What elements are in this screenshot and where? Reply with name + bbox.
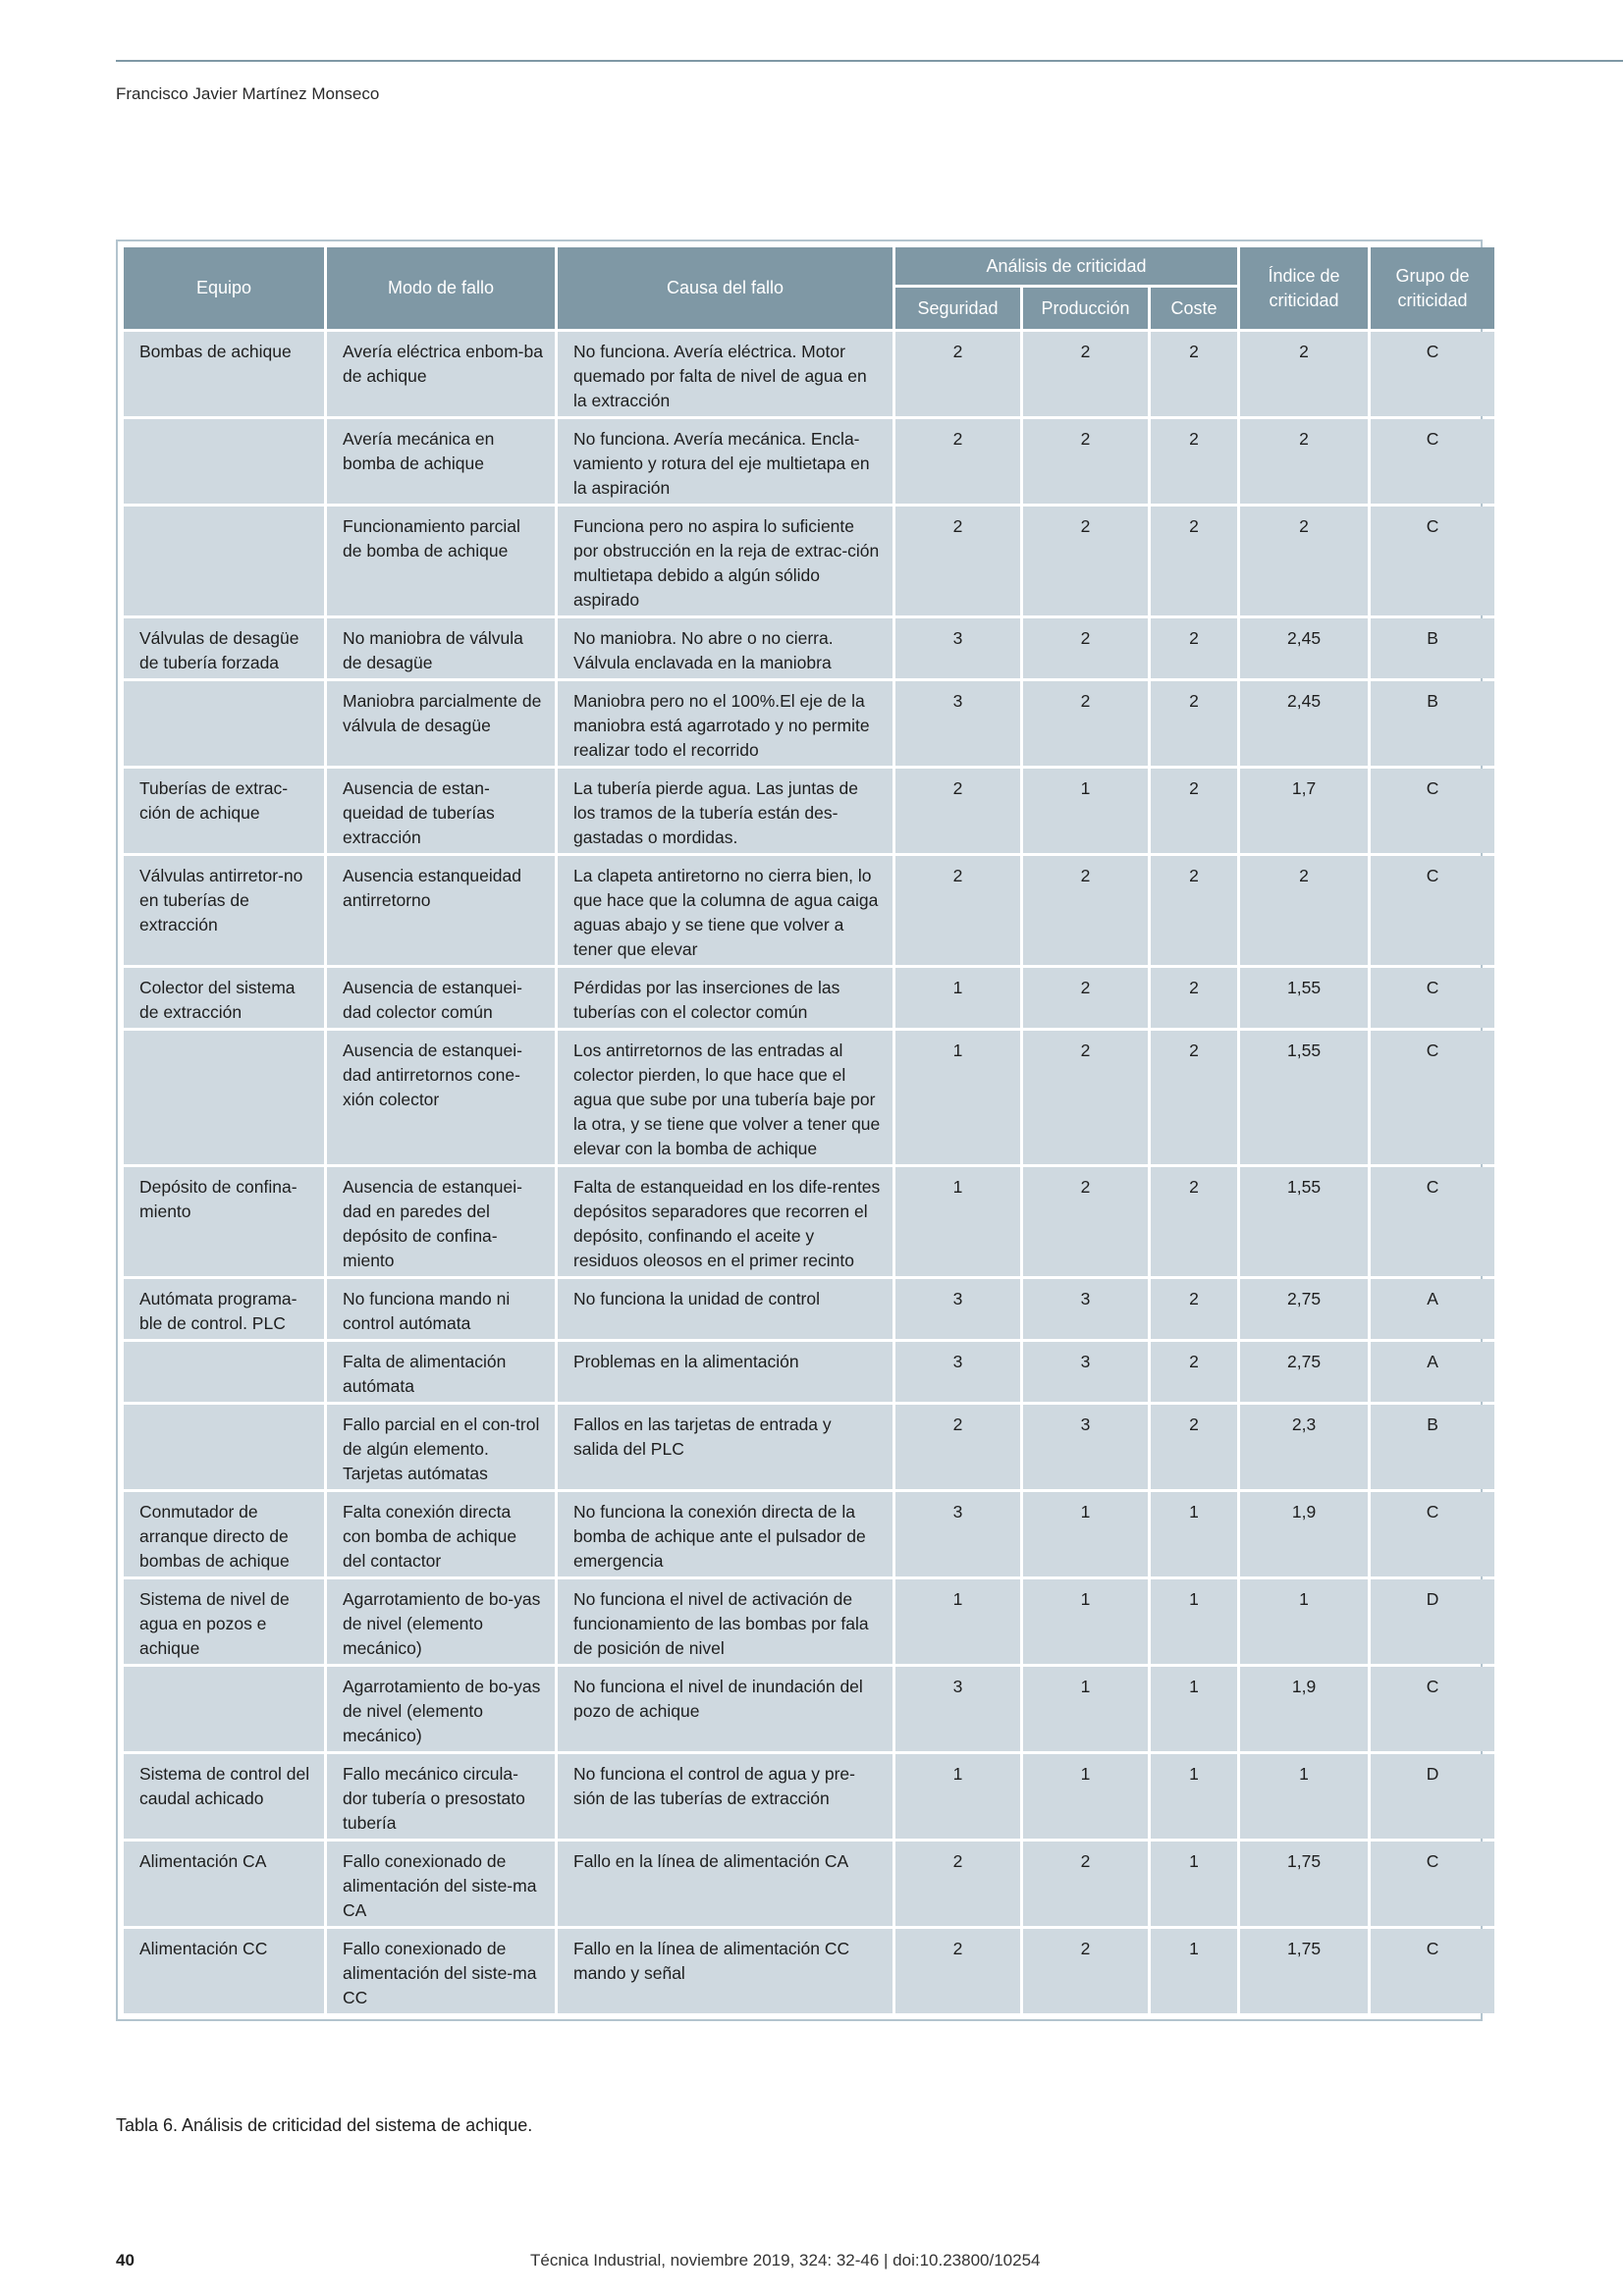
cell-modo-de-fallo: No funciona mando ni control autómata (327, 1279, 555, 1339)
table-row (124, 507, 1494, 615)
cell-indice: 2,75 (1240, 1342, 1368, 1402)
table-caption: Tabla 6. Análisis de criticidad del sistema de achique. (116, 2115, 533, 2135)
cell-coste: 2 (1151, 681, 1237, 766)
cell-indice: 1,55 (1240, 968, 1368, 1028)
cell-equipo: Sistema de control del caudal achicado (124, 1754, 324, 1839)
criticality-table (121, 244, 1497, 2016)
cell-produccion: 2 (1023, 332, 1148, 416)
cell-modo-de-fallo: Agarrotamiento de bo-yas de nivel (elemento mecánico) (327, 1579, 555, 1664)
cell-causa-del-fallo: No funciona la unidad de control (558, 1279, 893, 1339)
cell-grupo: C (1371, 332, 1494, 416)
table-body (124, 332, 1494, 2013)
table-row (124, 968, 1494, 1028)
cell-grupo: C (1371, 968, 1494, 1028)
cell-indice: 1 (1240, 1754, 1368, 1839)
cell-coste: 2 (1151, 1167, 1237, 1276)
cell-seguridad: 3 (895, 1279, 1020, 1339)
cell-causa-del-fallo: La tubería pierde agua. Las juntas de los tramos de la tubería están des-gastadas o mordidas. (558, 769, 893, 853)
cell-grupo: D (1371, 1754, 1494, 1839)
cell-indice: 1 (1240, 1579, 1368, 1664)
cell-grupo: C (1371, 769, 1494, 853)
cell-coste: 1 (1151, 1579, 1237, 1664)
cell-coste: 2 (1151, 618, 1237, 678)
cell-equipo: Bombas de achique (124, 332, 324, 416)
cell-modo-de-fallo: Fallo conexionado de alimentación del siste-ma CC (327, 1929, 555, 2013)
table-row (124, 1667, 1494, 1751)
cell-seguridad: 2 (895, 1929, 1020, 2013)
cell-produccion: 1 (1023, 1579, 1148, 1664)
cell-modo-de-fallo: Funcionamiento parcial de bomba de achique (327, 507, 555, 615)
cell-seguridad: 1 (895, 1579, 1020, 1664)
cell-equipo: Colector del sistema de extracción (124, 968, 324, 1028)
cell-seguridad: 1 (895, 1167, 1020, 1276)
cell-coste: 2 (1151, 968, 1237, 1028)
cell-equipo: Sistema de nivel de agua en pozos e achique (124, 1579, 324, 1664)
cell-modo-de-fallo: No maniobra de válvula de desagüe (327, 618, 555, 678)
cell-modo-de-fallo: Falta conexión directa con bomba de achique del contactor (327, 1492, 555, 1576)
header-grupo-de-criticidad: Grupo de criticidad (1371, 247, 1494, 329)
cell-coste: 1 (1151, 1842, 1237, 1926)
header-analisis-de-criticidad: Análisis de criticidad (895, 247, 1237, 285)
cell-equipo: Válvulas de desagüe de tubería forzada (124, 618, 324, 678)
cell-grupo: A (1371, 1279, 1494, 1339)
cell-grupo: C (1371, 1667, 1494, 1751)
cell-modo-de-fallo: Fallo parcial en el con-trol de algún elemento. Tarjetas autómatas (327, 1405, 555, 1489)
author-name: Francisco Javier Martínez Monseco (116, 84, 380, 103)
cell-produccion: 3 (1023, 1342, 1148, 1402)
cell-indice: 1,55 (1240, 1167, 1368, 1276)
cell-produccion: 2 (1023, 1031, 1148, 1164)
cell-grupo: D (1371, 1579, 1494, 1664)
cell-equipo: Autómata programa-ble de control. PLC (124, 1279, 324, 1339)
cell-produccion: 1 (1023, 1754, 1148, 1839)
table-row (124, 1031, 1494, 1164)
cell-indice: 2 (1240, 507, 1368, 615)
cell-indice: 1,9 (1240, 1667, 1368, 1751)
cell-indice: 1,75 (1240, 1929, 1368, 2013)
cell-equipo: Alimentación CC (124, 1929, 324, 2013)
cell-causa-del-fallo: Falta de estanqueidad en los dife-rentes depósitos separadores que recorren el depósito, confinando el aceite y residuos oleosos en el primer recinto (558, 1167, 893, 1276)
cell-grupo: C (1371, 1167, 1494, 1276)
cell-coste: 2 (1151, 1031, 1237, 1164)
cell-produccion: 2 (1023, 419, 1148, 504)
cell-seguridad: 2 (895, 856, 1020, 965)
header-produccion: Producción (1023, 288, 1148, 329)
cell-modo-de-fallo: Ausencia estanqueidad antirretorno (327, 856, 555, 965)
header-coste: Coste (1151, 288, 1237, 329)
cell-seguridad: 1 (895, 1031, 1020, 1164)
cell-indice: 2,75 (1240, 1279, 1368, 1339)
cell-seguridad: 2 (895, 507, 1020, 615)
header-rule (116, 60, 1623, 62)
cell-seguridad: 2 (895, 419, 1020, 504)
cell-grupo: C (1371, 507, 1494, 615)
cell-modo-de-fallo: Avería mecánica en bomba de achique (327, 419, 555, 504)
cell-produccion: 1 (1023, 769, 1148, 853)
cell-seguridad: 3 (895, 681, 1020, 766)
cell-produccion: 2 (1023, 618, 1148, 678)
header-seguridad: Seguridad (895, 288, 1020, 329)
table-row (124, 1492, 1494, 1576)
cell-causa-del-fallo: No funciona el nivel de inundación del pozo de achique (558, 1667, 893, 1751)
cell-grupo: B (1371, 1405, 1494, 1489)
cell-causa-del-fallo: Fallos en las tarjetas de entrada y salida del PLC (558, 1405, 893, 1489)
cell-seguridad: 3 (895, 1667, 1020, 1751)
cell-coste: 2 (1151, 1279, 1237, 1339)
cell-produccion: 2 (1023, 1929, 1148, 2013)
cell-causa-del-fallo: Problemas en la alimentación (558, 1342, 893, 1402)
cell-indice: 2 (1240, 856, 1368, 965)
cell-seguridad: 2 (895, 769, 1020, 853)
table-row (124, 618, 1494, 678)
cell-grupo: C (1371, 1492, 1494, 1576)
cell-modo-de-fallo: Fallo conexionado de alimentación del siste-ma CA (327, 1842, 555, 1926)
cell-coste: 2 (1151, 419, 1237, 504)
cell-grupo: A (1371, 1342, 1494, 1402)
cell-grupo: C (1371, 1929, 1494, 2013)
cell-modo-de-fallo: Avería eléctrica enbom-ba de achique (327, 332, 555, 416)
cell-coste: 1 (1151, 1492, 1237, 1576)
cell-seguridad: 3 (895, 1492, 1020, 1576)
table-row (124, 1279, 1494, 1339)
cell-indice: 2 (1240, 332, 1368, 416)
cell-modo-de-fallo: Fallo mecánico circula-dor tubería o presostato tubería (327, 1754, 555, 1839)
cell-produccion: 2 (1023, 856, 1148, 965)
cell-indice: 1,7 (1240, 769, 1368, 853)
cell-seguridad: 1 (895, 1754, 1020, 1839)
cell-indice: 2,45 (1240, 618, 1368, 678)
table-row (124, 769, 1494, 853)
cell-causa-del-fallo: No funciona el control de agua y pre-sión de las tuberías de extracción (558, 1754, 893, 1839)
cell-coste: 1 (1151, 1929, 1237, 2013)
cell-grupo: C (1371, 419, 1494, 504)
header-causa-del-fallo: Causa del fallo (558, 247, 893, 329)
cell-causa-del-fallo: No funciona. Avería eléctrica. Motor quemado por falta de nivel de agua en la extracción (558, 332, 893, 416)
cell-produccion: 2 (1023, 681, 1148, 766)
cell-seguridad: 3 (895, 618, 1020, 678)
table-row (124, 1754, 1494, 1839)
cell-causa-del-fallo: No maniobra. No abre o no cierra. Válvula enclavada en la maniobra (558, 618, 893, 678)
criticality-table-frame (116, 240, 1483, 2021)
table-row (124, 681, 1494, 766)
cell-modo-de-fallo: Ausencia de estanquei-dad colector común (327, 968, 555, 1028)
cell-causa-del-fallo: Los antirretornos de las entradas al colector pierden, lo que hace que el agua que sube por una tubería baje por la otra, y se tiene que volver a tener que elevar con la bomba de achique (558, 1031, 893, 1164)
cell-produccion: 2 (1023, 507, 1148, 615)
table-row (124, 332, 1494, 416)
cell-modo-de-fallo: Maniobra parcialmente de válvula de desagüe (327, 681, 555, 766)
cell-indice: 2 (1240, 419, 1368, 504)
cell-coste: 2 (1151, 1342, 1237, 1402)
cell-indice: 1,9 (1240, 1492, 1368, 1576)
cell-coste: 2 (1151, 332, 1237, 416)
table-row (124, 1342, 1494, 1402)
cell-equipo (124, 681, 324, 766)
cell-equipo (124, 1342, 324, 1402)
cell-causa-del-fallo: Pérdidas por las inserciones de las tuberías con el colector común (558, 968, 893, 1028)
cell-produccion: 2 (1023, 968, 1148, 1028)
cell-modo-de-fallo: Falta de alimentación autómata (327, 1342, 555, 1402)
cell-modo-de-fallo: Ausencia de estanquei-dad antirretornos cone-xión colector (327, 1031, 555, 1164)
table-row (124, 1842, 1494, 1926)
cell-equipo (124, 1667, 324, 1751)
cell-modo-de-fallo: Ausencia de estan-queidad de tuberías extracción (327, 769, 555, 853)
table-row (124, 1929, 1494, 2013)
cell-equipo: Válvulas antirretor-no en tuberías de extracción (124, 856, 324, 965)
cell-modo-de-fallo: Ausencia de estanquei-dad en paredes del depósito de confina-miento (327, 1167, 555, 1276)
cell-coste: 2 (1151, 507, 1237, 615)
cell-equipo: Tuberías de extrac-ción de achique (124, 769, 324, 853)
cell-seguridad: 2 (895, 332, 1020, 416)
page-number: 40 (116, 2251, 135, 2269)
cell-equipo (124, 1405, 324, 1489)
header-indice-de-criticidad: Índice de criticidad (1240, 247, 1368, 329)
cell-equipo (124, 507, 324, 615)
cell-produccion: 2 (1023, 1167, 1148, 1276)
cell-produccion: 3 (1023, 1405, 1148, 1489)
cell-seguridad: 2 (895, 1842, 1020, 1926)
cell-causa-del-fallo: Fallo en la línea de alimentación CC mando y señal (558, 1929, 893, 2013)
cell-causa-del-fallo: No funciona el nivel de activación de funcionamiento de las bombas por fala de posición de nivel (558, 1579, 893, 1664)
cell-causa-del-fallo: No funciona la conexión directa de la bomba de achique ante el pulsador de emergencia (558, 1492, 893, 1576)
cell-grupo: B (1371, 618, 1494, 678)
cell-equipo: Depósito de confina-miento (124, 1167, 324, 1276)
header-modo-de-fallo: Modo de fallo (327, 247, 555, 329)
cell-indice: 2,45 (1240, 681, 1368, 766)
cell-coste: 1 (1151, 1754, 1237, 1839)
table-row (124, 856, 1494, 965)
cell-causa-del-fallo: No funciona. Avería mecánica. Encla-vamiento y rotura del eje multietapa en la aspiración (558, 419, 893, 504)
header-equipo: Equipo (124, 247, 324, 329)
cell-causa-del-fallo: La clapeta antiretorno no cierra bien, lo que hace que la columna de agua caiga aguas abajo y se tiene que volver a tener que elevar (558, 856, 893, 965)
cell-coste: 2 (1151, 856, 1237, 965)
table-row (124, 419, 1494, 504)
cell-indice: 1,75 (1240, 1842, 1368, 1926)
cell-causa-del-fallo: Fallo en la línea de alimentación CA (558, 1842, 893, 1926)
cell-produccion: 3 (1023, 1279, 1148, 1339)
cell-equipo (124, 419, 324, 504)
cell-indice: 2,3 (1240, 1405, 1368, 1489)
cell-grupo: C (1371, 856, 1494, 965)
cell-coste: 2 (1151, 1405, 1237, 1489)
cell-grupo: C (1371, 1842, 1494, 1926)
cell-equipo (124, 1031, 324, 1164)
table-row (124, 1167, 1494, 1276)
cell-indice: 1,55 (1240, 1031, 1368, 1164)
cell-produccion: 1 (1023, 1492, 1148, 1576)
cell-causa-del-fallo: Maniobra pero no el 100%.El eje de la maniobra está agarrotado y no permite realizar todo el recorrido (558, 681, 893, 766)
footer-citation: Técnica Industrial, noviembre 2019, 324: 32-46 | doi:10.23800/10254 (530, 2251, 1041, 2269)
cell-modo-de-fallo: Agarrotamiento de bo-yas de nivel (elemento mecánico) (327, 1667, 555, 1751)
cell-produccion: 1 (1023, 1667, 1148, 1751)
cell-coste: 2 (1151, 769, 1237, 853)
table-row (124, 1405, 1494, 1489)
cell-coste: 1 (1151, 1667, 1237, 1751)
cell-grupo: B (1371, 681, 1494, 766)
cell-produccion: 2 (1023, 1842, 1148, 1926)
table-row (124, 1579, 1494, 1664)
cell-causa-del-fallo: Funciona pero no aspira lo suficiente por obstrucción en la reja de extrac-ción multietapa debido a algún sólido aspirado (558, 507, 893, 615)
cell-equipo: Conmutador de arranque directo de bombas de achique (124, 1492, 324, 1576)
cell-equipo: Alimentación CA (124, 1842, 324, 1926)
cell-seguridad: 1 (895, 968, 1020, 1028)
cell-seguridad: 3 (895, 1342, 1020, 1402)
cell-grupo: C (1371, 1031, 1494, 1164)
cell-seguridad: 2 (895, 1405, 1020, 1489)
